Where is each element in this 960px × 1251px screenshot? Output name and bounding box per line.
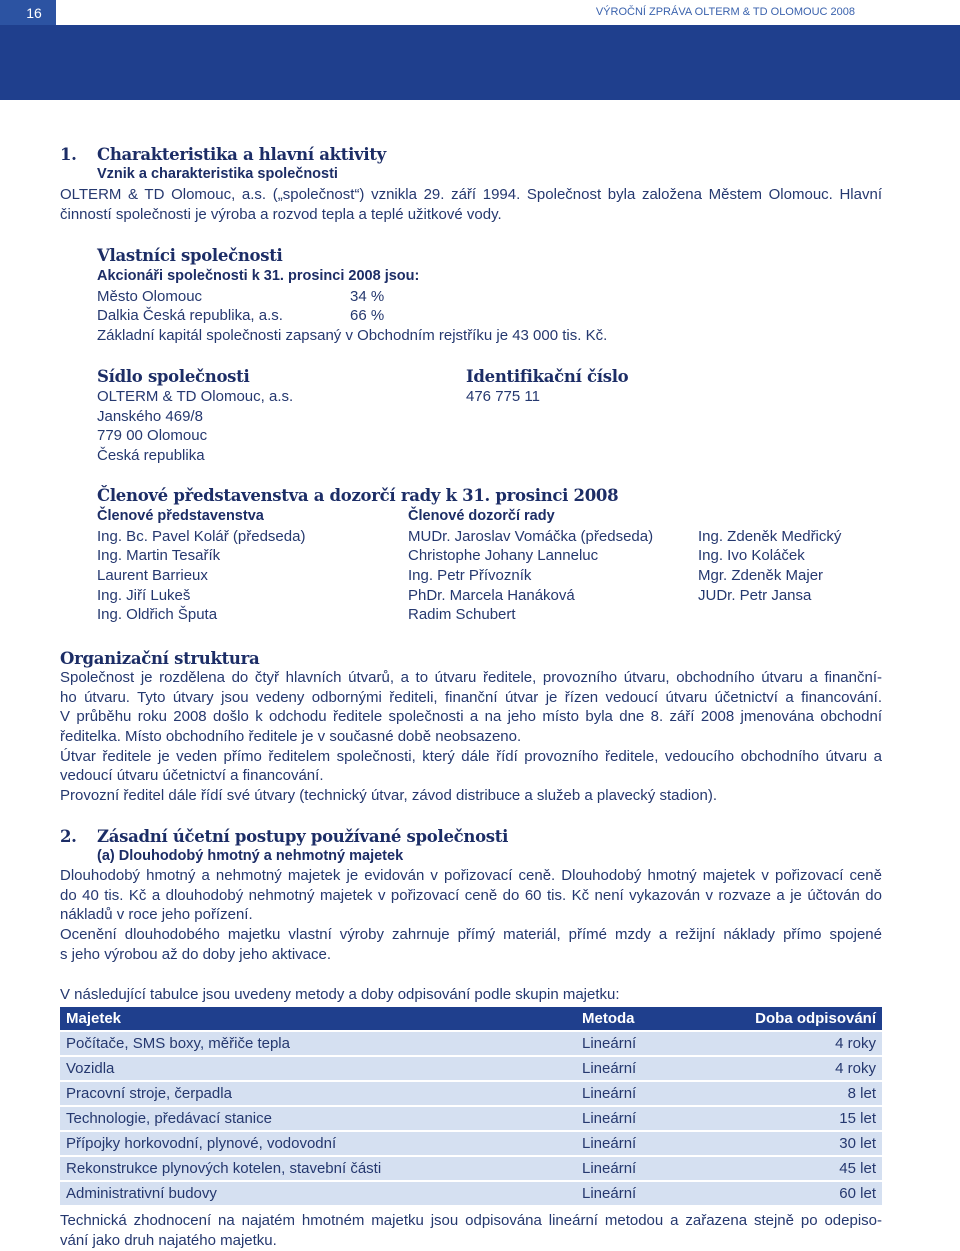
page-number: 16 [0,0,56,25]
method-cell: Lineární [582,1035,637,1052]
section-1-title: Charakteristika a hlavní aktivity [97,145,386,164]
header-band [0,25,960,100]
origin-paragraph [60,185,882,224]
supervisory-member: Ing. Petr Přívozník [408,566,532,584]
period-cell: 45 let [839,1160,876,1177]
supervisory-members-column-2 [698,527,841,605]
table-row [60,1082,882,1105]
table-row [60,1132,882,1155]
asset-cell: Rekonstrukce plynových kotelen, stavební části [66,1160,382,1177]
address-line: Janského 469/8 [97,407,203,425]
address-line: 779 00 Olomouc [97,427,208,445]
supervisory-member: Christophe Johany Lanneluc [408,547,599,565]
paragraph-line: V průběhu roku 2008 došlo k odchodu ředitele společnosti a na jeho místo byla dne 8. září 2008 jmenována obchodní [60,708,882,726]
table-row [60,1157,882,1180]
column-header-asset: Majetek [66,1010,122,1027]
supervisory-members-column [408,507,653,625]
period-cell: 15 let [839,1110,876,1127]
paragraph [60,866,882,925]
registered-capital: Základní kapitál společnosti zapsaný v Obchodním rejstříku je 43 000 tis. Kč. [97,326,608,344]
column-header-method: Metoda [582,1010,635,1027]
running-header-title: VÝROČNÍ ZPRÁVA OLTERM & TD OLOMOUC 2008 [595,6,855,18]
method-cell: Lineární [582,1110,637,1127]
paragraph-line: Dlouhodobý hmotný a nehmotný majetek je evidován v pořizovací ceně. Dlouhodobý hmotný majetek v pořizovací ceně [60,867,882,885]
supervisory-member: PhDr. Marcela Hanáková [408,586,575,604]
column-header-period: Doba odpisování [755,1010,876,1027]
section-2-heading [60,827,508,847]
paragraph-line: do 40 tis. Kč a dlouhodobý nehmotný majetek v pořizovací ceně do 60 tis. Kč není vykazován v rozvaze a je účtován do [60,886,882,904]
table-row [60,1032,882,1055]
supervisory-member: JUDr. Petr Jansa [698,586,812,604]
board-member: Ing. Bc. Pavel Kolář (předseda) [97,527,306,545]
period-cell: 8 let [847,1085,876,1102]
asset-cell: Technologie, předávací stanice [66,1110,272,1127]
owners-heading: Vlastníci společnosti [97,246,283,265]
section-2-title: Zásadní účetní postupy používané společnosti [97,827,509,846]
method-cell: Lineární [582,1160,637,1177]
subsection-heading: (a) Dlouhodobý hmotný a nehmotný majetek [97,848,404,865]
paragraph-line: Ocenění dlouhodobého majetku vlastní výroby zahrnuje přímý materiál, přímé mzdy a režijní náklady přímo spojené [60,925,882,943]
paragraph [60,786,882,806]
asset-cell: Pracovní stroje, čerpadla [66,1085,232,1102]
supervisory-member: Mgr. Zdeněk Majer [698,566,824,584]
address-line: Česká republika [97,446,205,464]
paragraph-line: činností společnosti je výroba a rozvod tepla a teplé užitkové vody. [60,205,502,223]
seat-heading: Sídlo společnosti [97,367,250,386]
paragraph-line: Technická zhodnocení na najatém hmotném majetku jsou odpisována lineární metodou a zařazena stejně po odepiso- [60,1212,882,1230]
board-members-column [97,507,305,625]
board-member: Ing. Martin Tesařík [97,547,221,565]
paragraph-line: ředitelka. Místo obchodního ředitele je v současné době neobsazeno. [60,727,522,745]
paragraph-line: Útvar ředitele je veden přímo ředitelem společnosti, který dále řídí provozního ředitele, vedoucího obchodního útvaru a [60,747,882,765]
shareholder-row [97,306,607,326]
supervisory-member: Radim Schubert [408,606,516,624]
shareholder-row [97,287,607,307]
table-row [60,1107,882,1130]
section-2-number: 2. [60,827,77,846]
table-row [60,1057,882,1080]
method-cell: Lineární [582,1085,637,1102]
method-cell: Lineární [582,1185,637,1202]
method-cell: Lineární [582,1135,637,1152]
section-1-heading [60,145,386,165]
shareholder-name: Město Olomouc [97,287,203,305]
paragraph [60,925,882,964]
paragraph-line: Provozní ředitel dále řídí své útvary (technický útvar, závod distribuce a služeb a plavecký stadion). [60,786,717,804]
period-cell: 30 let [839,1135,876,1152]
supervisory-member: Ing. Zdeněk Medřický [698,527,842,545]
period-cell: 4 roky [835,1035,876,1052]
table-header-row [60,1007,882,1030]
owners-block [97,267,607,345]
seat-address [97,387,293,465]
paragraph-line: vání jako druh najatého majetku. [60,1231,277,1249]
supervisory-members-heading: Členové dozorčí rady [408,508,555,525]
method-cell: Lineární [582,1060,637,1077]
section-1-number: 1. [60,145,77,164]
paragraph-line: nákladů v roce jeho pořízení. [60,906,253,924]
id-number-value: 476 775 11 [466,388,540,406]
asset-cell: Vozidla [66,1060,115,1077]
subsection-text [60,866,882,964]
origin-heading: Vznik a charakteristika společnosti [97,166,338,183]
supervisory-member: Ing. Ivo Koláček [698,547,805,565]
supervisory-member: MUDr. Jaroslav Vomáčka (předseda) [408,527,654,545]
paragraph-line: OLTERM & TD Olomouc, a.s. („společnost“) vznikla 29. září 1994. Společnost byla založena Městem Olomouc. Hlavní [60,186,882,204]
asset-cell: Administrativní budovy [66,1185,217,1202]
boards-heading: Členové představenstva a dozorčí rady k 31. prosinci 2008 [97,486,619,505]
depreciation-table [60,1007,882,1207]
table-intro: V následující tabulce jsou uvedeny metody a doby odpisování podle skupin majetku: [60,986,620,1004]
board-member: Ing. Jiří Lukeš [97,586,191,604]
board-member: Ing. Oldřich Šputa [97,606,218,624]
asset-cell: Přípojky horkovodní, plynové, vodovodní [66,1135,337,1152]
address-line: OLTERM & TD Olomouc, a.s. [97,388,294,406]
paragraph-line: vedoucí útvaru účetnictví a financování. [60,767,324,785]
paragraph [60,668,882,746]
period-cell: 4 roky [835,1060,876,1077]
period-cell: 60 let [839,1185,876,1202]
id-number-heading: Identifikační číslo [466,367,629,386]
paragraph [60,747,882,786]
board-members-heading: Členové představenstva [97,508,264,525]
paragraph-line: Společnost je rozdělena do čtyř hlavních útvarů, a to útvaru ředitele, provozního útvaru, obchodního útvaru a finanční- [60,669,882,687]
shareholders-subheading: Akcionáři společnosti k 31. prosinci 2008 jsou: [97,268,420,285]
paragraph-line: s jeho výrobou až do doby jeho aktivace. [60,945,332,963]
shareholder-name: Dalkia Česká republika, a.s. [97,307,283,325]
organization-heading: Organizační struktura [60,649,260,668]
shareholder-share: 34 % [350,287,385,305]
table-row [60,1182,882,1205]
table-note [60,1211,882,1250]
paragraph-line: ho útvaru. Tyto útvary jsou vedeny odbornými řediteli, finanční útvar je řízen vedoucí útvaru účetnictví a financování. [60,688,882,706]
asset-cell: Počítače, SMS boxy, měřiče tepla [66,1035,290,1052]
board-member: Laurent Barrieux [97,566,208,584]
organization-text [60,668,882,805]
shareholder-share: 66 % [350,307,385,325]
